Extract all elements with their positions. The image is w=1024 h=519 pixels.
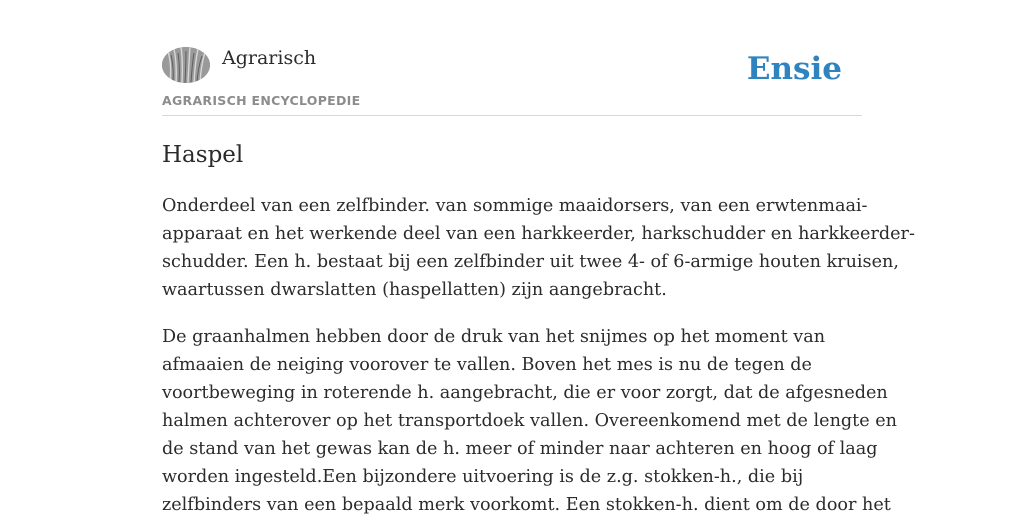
paragraph-line: voortbeweging in roterende h. aangebracht, die er voor zorgt, dat de afgesneden bbox=[162, 383, 888, 403]
paragraph-line: zelfbinders van een bepaald merk voorkomt. Een stokken-h. dient om de door het bbox=[162, 495, 891, 515]
paragraph-line: waartussen dwarslatten (haspellatten) zijn aangebracht. bbox=[162, 280, 667, 300]
paragraph-line: apparaat en het werkende deel van een harkkeerder, harkschudder en harkkeerder- bbox=[162, 224, 915, 244]
source-name[interactable]: Agrarisch bbox=[222, 47, 317, 69]
wheat-icon[interactable] bbox=[162, 47, 210, 83]
paragraph-line: halmen achterover op het transportdoek vallen. Overeenkomend met de lengte en bbox=[162, 411, 897, 431]
paragraph-line: de stand van het gewas kan de h. meer of minder naar achteren en hoog of laag bbox=[162, 439, 878, 459]
paragraph-line: Onderdeel van een zelfbinder. van sommige maaidorsers, van een erwtenmaai- bbox=[162, 196, 868, 216]
paragraph-line: afmaaien de neiging voorover te vallen. Boven het mes is nu de tegen de bbox=[162, 355, 812, 375]
paragraph-line: De graanhalmen hebben door de druk van het snijmes op het moment van bbox=[162, 327, 826, 347]
page-container bbox=[162, 0, 915, 515]
encyclopedia-subtitle[interactable]: AGRARISCH ENCYCLOPEDIE bbox=[162, 93, 361, 108]
paragraph-line: worden ingesteld.Een bijzondere uitvoering is de z.g. stokken-h., die bij bbox=[162, 467, 804, 487]
article-paragraph-2 bbox=[162, 323, 897, 519]
page-title: Haspel bbox=[162, 142, 244, 168]
header bbox=[162, 0, 862, 116]
paragraph-line: schudder. Een h. bestaat bij een zelfbinder uit twee 4- of 6-armige houten kruisen, bbox=[162, 252, 899, 272]
ensie-logo[interactable]: Ensie bbox=[746, 51, 842, 87]
article-paragraph-1 bbox=[162, 192, 915, 304]
